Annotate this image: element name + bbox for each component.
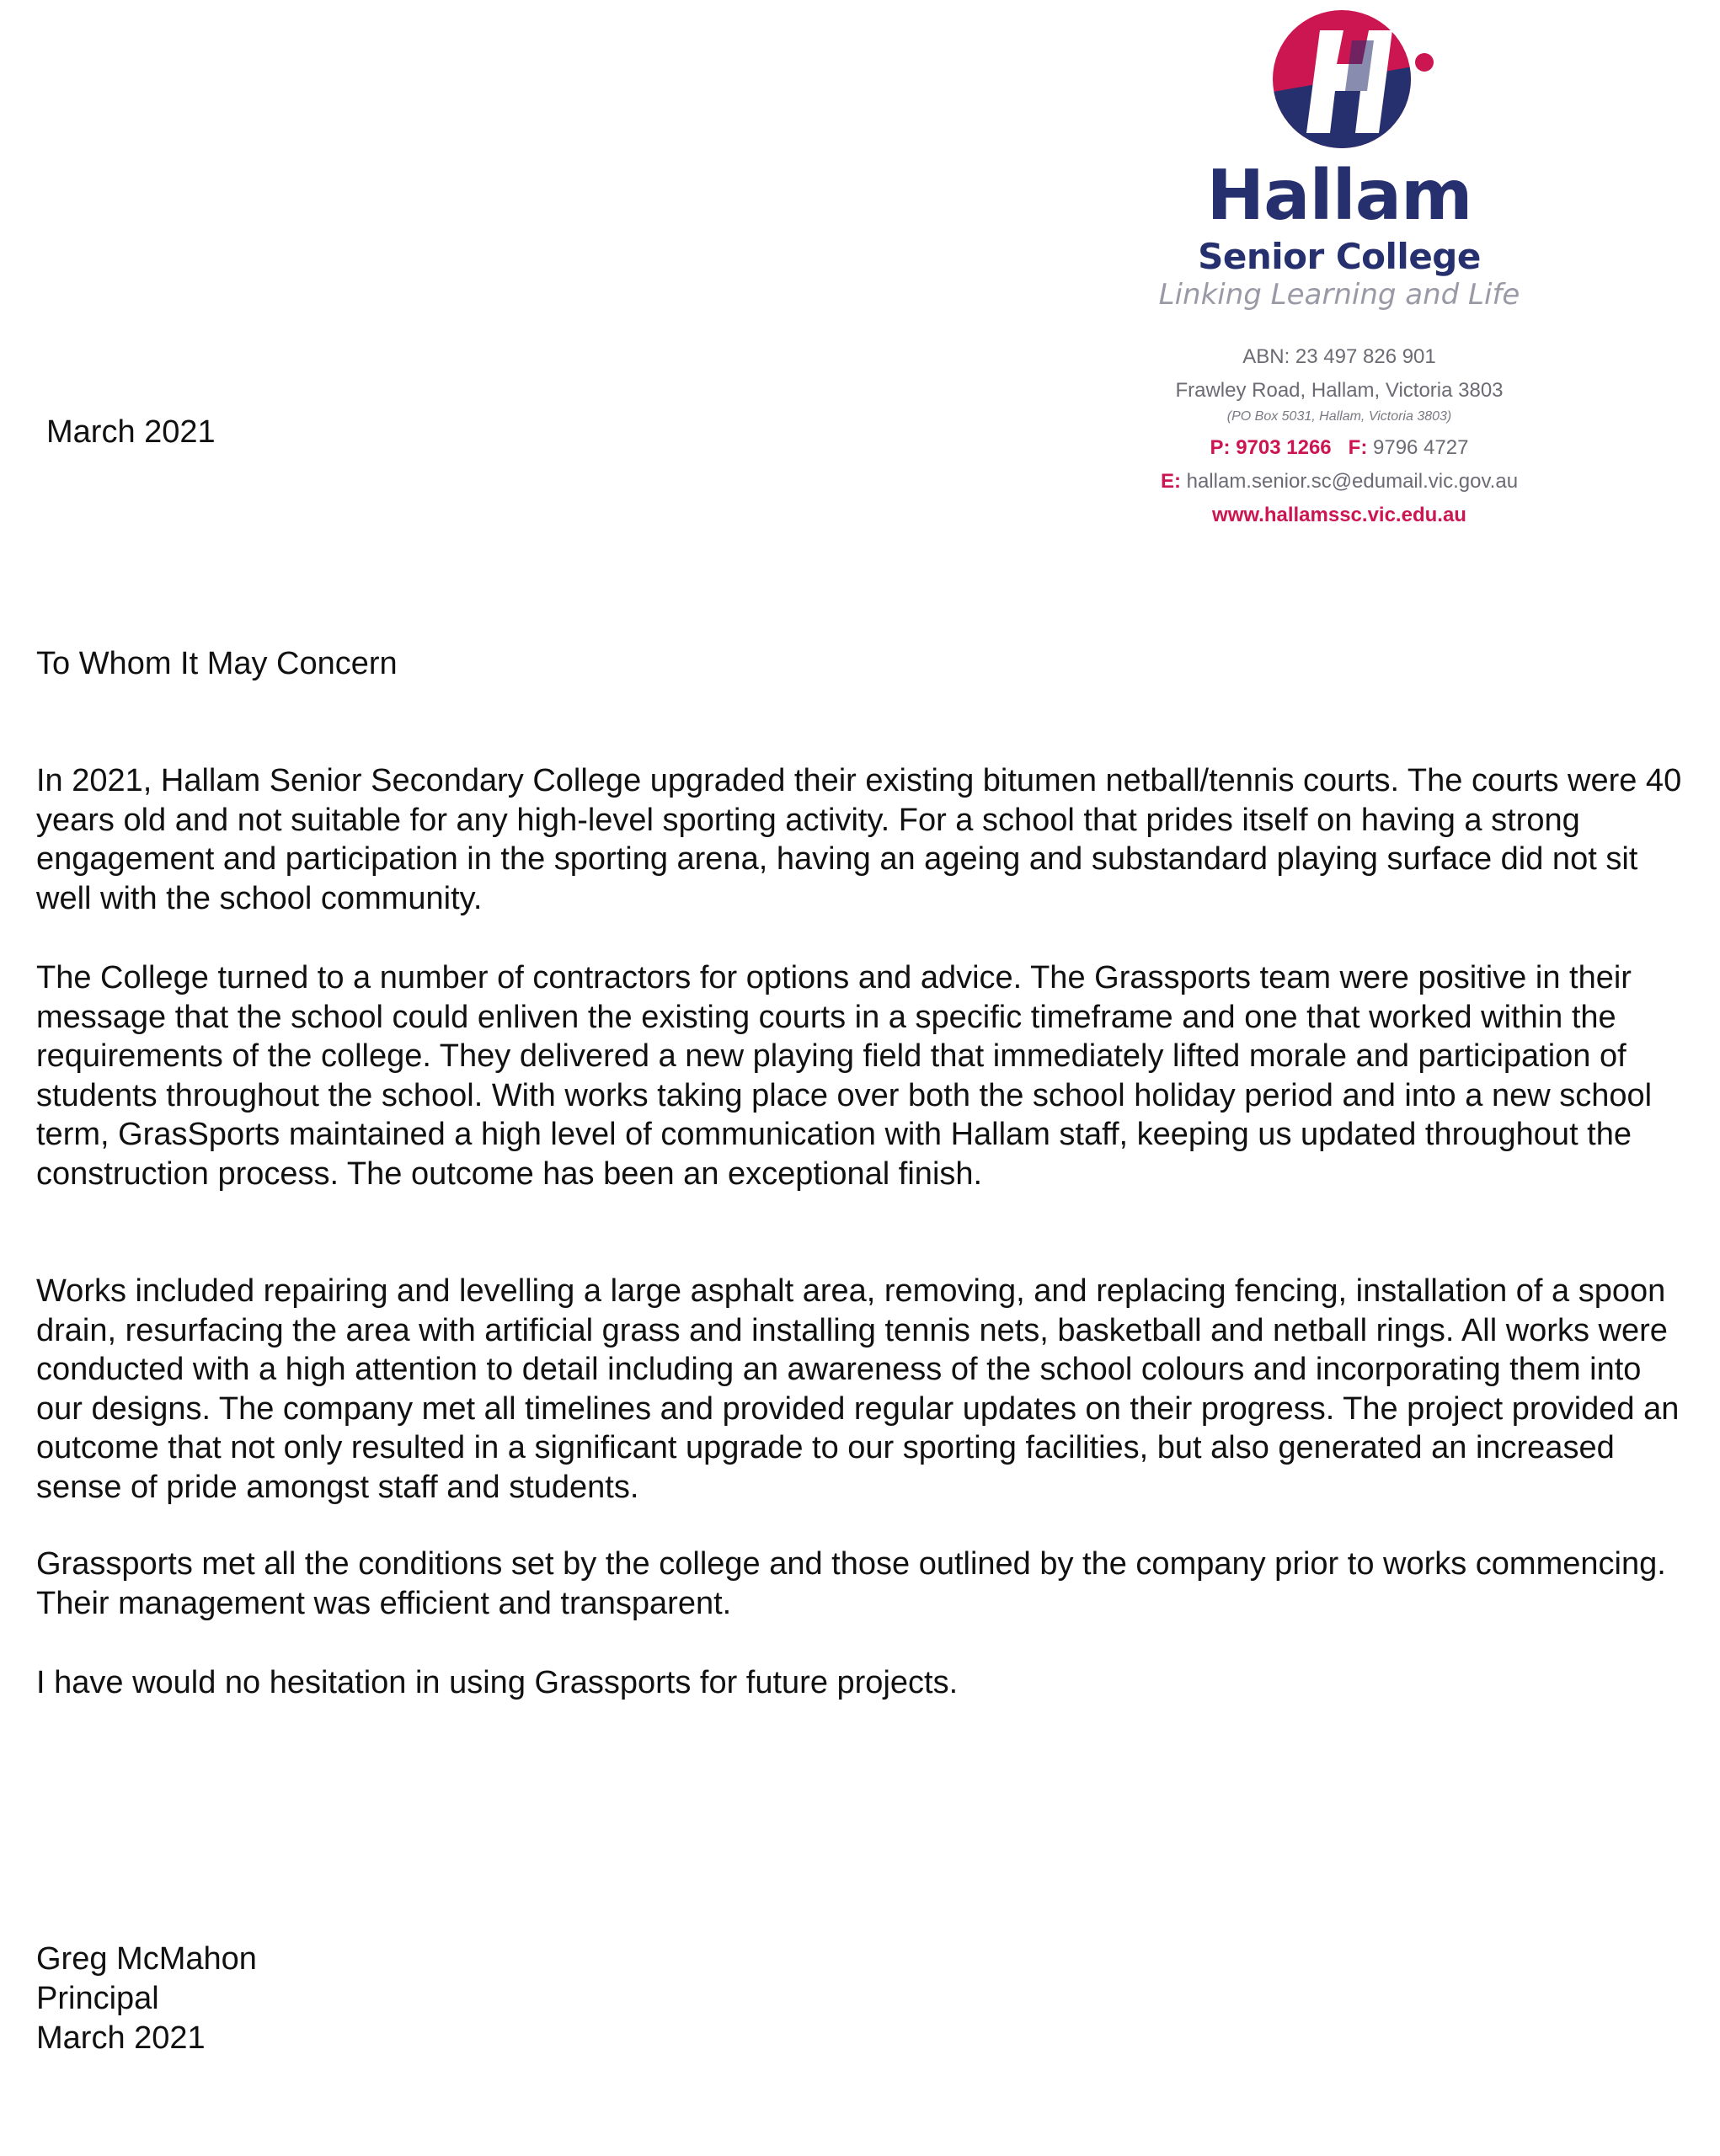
po-box-line: (PO Box 5031, Hallam, Victoria 3803)	[1226, 409, 1452, 424]
signatory-title: Principal	[36, 1981, 159, 2016]
body-paragraph: Grassports met all the conditions set by the college and those outlined by the company prior to works commencing. Their management was efficient and transparent.	[36, 1546, 1666, 1621]
fax-number: 9796 4727	[1373, 436, 1469, 459]
fax-label: F:	[1348, 436, 1368, 459]
abn-line: ABN: 23 497 826 901	[1242, 345, 1436, 368]
school-tagline: Linking Learning and Life	[1158, 278, 1520, 312]
email-label: E:	[1160, 470, 1181, 493]
email-address: hallam.senior.sc@edumail.vic.gov.au	[1186, 470, 1519, 493]
school-subname: Senior College	[1198, 236, 1481, 277]
website-line: www.hallamssc.vic.edu.au	[1212, 504, 1466, 526]
body-paragraph: The College turned to a number of contractors for options and advice. The Grassports team were positive in their message that the school could enliven the existing courts in a specific timeframe and one that worked within the requirements of the college. They delivered a new playing field that immediately lifted morale and participation of students throughout the school. With works taking place over both the school holiday period and into a new school term, GrasSports maintained a high level of communication with Hallam staff, keeping us updated throughout the construction process. The outcome has been an exceptional finish.	[36, 960, 1653, 1192]
closing-paragraph: I have would no hesitation in using Grassports for future projects.	[36, 1665, 959, 1700]
body-paragraph: Works included repairing and levelling a large asphalt area, removing, and replacing fencing, installation of a spoon drain, resurfacing the area with artificial grass and installing tennis nets, basketball and netball rings. All works were conducted with a high attention to detail including an awareness of the school colours and incorporating them into our designs. The company met all timelines and provided regular updates on their progress. The project provided an outcome that not only resulted in a significant upgrade to our sporting facilities, but also generated an increased sense of pride amongst staff and students.	[36, 1273, 1680, 1505]
phone-number: 9703 1266	[1236, 436, 1332, 459]
signature-date: March 2021	[36, 2020, 206, 2056]
phone-label: P:	[1210, 436, 1231, 459]
letter-date: March 2021	[46, 414, 216, 450]
school-logo-icon	[1268, 7, 1436, 150]
address-line: Frawley Road, Hallam, Victoria 3803	[1175, 379, 1504, 402]
phone-fax-line	[1120, 438, 1558, 458]
salutation: To Whom It May Concern	[36, 646, 398, 681]
email-line	[1120, 472, 1558, 492]
body-paragraph: In 2021, Hallam Senior Secondary College upgraded their existing bitumen netball/tennis courts. The courts were 40 years old and not suitable for any high-level sporting activity. For a school that prides itself on having a strong engagement and participation in the sporting arena, having an ageing and substandard playing surface did not sit well with the school community.	[36, 763, 1682, 916]
signatory-name: Greg McMahon	[36, 1941, 257, 1977]
school-name: Hallam	[1206, 156, 1472, 236]
